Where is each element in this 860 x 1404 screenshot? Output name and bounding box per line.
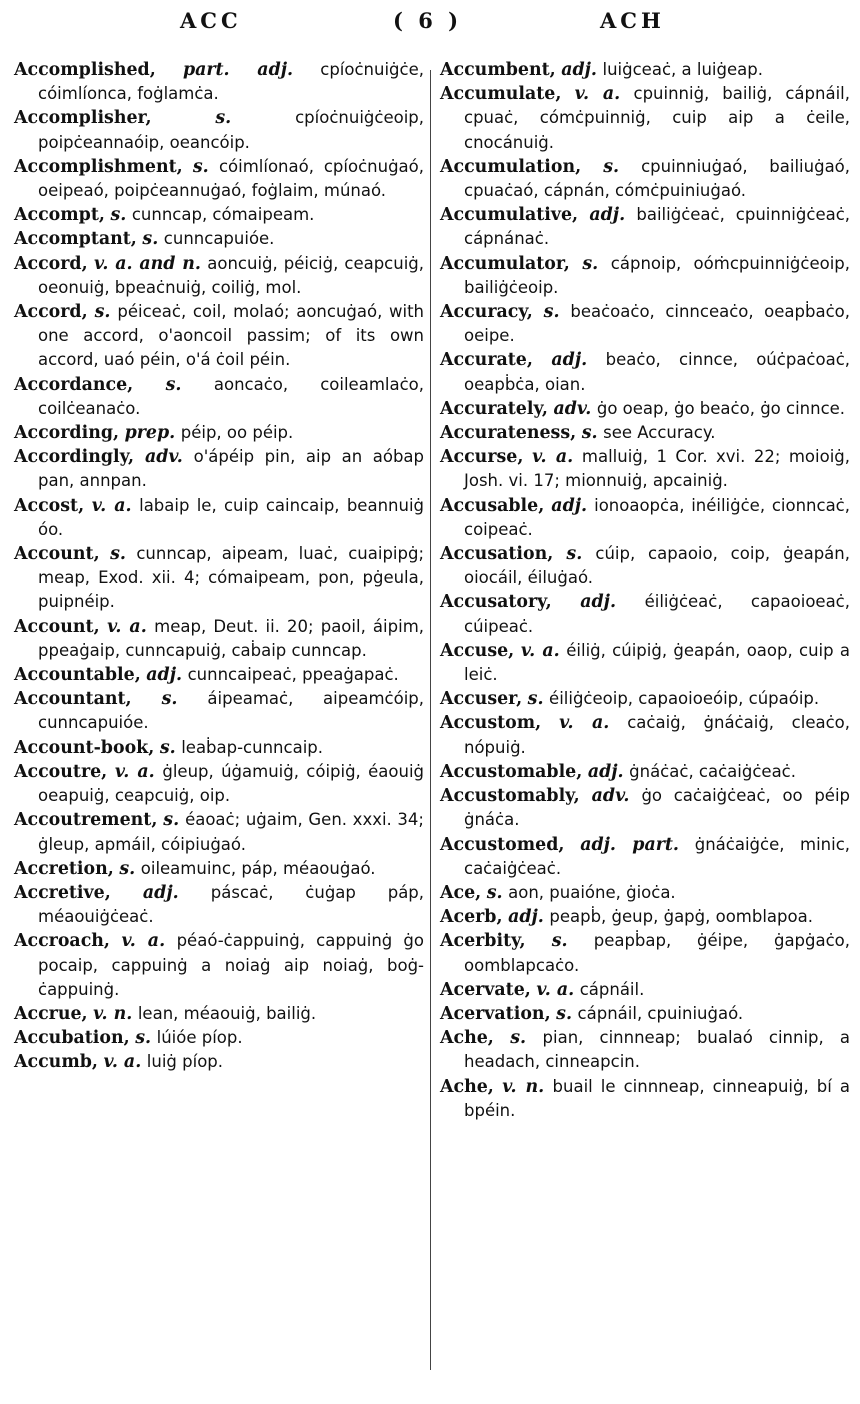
dictionary-entry <box>14 421 424 445</box>
entry-definition: éiliġċeaċ, capaoioeaċ, cúipeaċ. <box>464 592 850 636</box>
entry-part-of-speech: v. a. <box>520 640 560 661</box>
dictionary-entry <box>440 252 850 300</box>
entry-part-of-speech: s. <box>94 302 111 323</box>
entry-definition: éaoaċ; uġaim, Gen. xxxi. 34; ġleup, apmáil, cóipiuġaó. <box>38 810 424 854</box>
entry-definition: lúióe píop. <box>156 1028 243 1048</box>
dictionary-entry <box>440 1075 850 1123</box>
entry-part-of-speech: s. <box>110 205 127 226</box>
dictionary-entry <box>440 82 850 155</box>
entry-part-of-speech: v. a. <box>103 1052 142 1073</box>
entry-definition: ionoaopċa, inéiliġċe, cionncaċ, coipeaċ. <box>464 495 850 539</box>
entry-headword: Accordance, <box>14 374 134 395</box>
entry-headword: Accomplisher, <box>14 108 152 129</box>
dictionary-entry <box>440 348 850 396</box>
entry-definition: cunncaipeaċ, ppeaġapaċ. <box>187 665 399 685</box>
entry-definition: cunncap, cómaipeam. <box>131 205 315 225</box>
entry-headword: Ace, <box>440 882 482 903</box>
entry-part-of-speech: v. n. <box>93 1003 133 1024</box>
entry-definition: ġo caċaiġċeaċ, oo péip ġnáċa. <box>464 786 850 830</box>
entry-headword: Accretion, <box>14 858 114 879</box>
left-column <box>14 58 424 1075</box>
entry-headword: Accord, <box>14 302 88 323</box>
entry-part-of-speech: s. <box>510 1028 527 1049</box>
dictionary-entry <box>14 203 424 227</box>
dictionary-entry <box>440 58 850 82</box>
entry-part-of-speech: s. <box>556 1003 573 1024</box>
dictionary-entry <box>14 736 424 760</box>
dictionary-entry <box>440 711 850 759</box>
entry-part-of-speech: adv. <box>591 786 630 807</box>
dictionary-entry <box>14 252 424 300</box>
entry-definition: cápnoip, oóṁcpuinniġċeoip, bailiġċeoip. <box>464 253 850 297</box>
dictionary-entry <box>14 1050 424 1074</box>
entry-definition: bailiġċeaċ, cpuinniġċeaċ, cápnánaċ. <box>464 205 851 249</box>
dictionary-entry <box>14 615 424 663</box>
dictionary-entry <box>440 881 850 905</box>
dictionary-entry <box>440 445 850 493</box>
entry-headword: Accomplishment, <box>14 156 183 177</box>
dictionary-entry <box>440 590 850 638</box>
entry-part-of-speech: s. <box>215 108 232 129</box>
dictionary-entry <box>440 300 850 348</box>
entry-part-of-speech: adj. <box>146 665 183 686</box>
entry-definition: see Accuracy. <box>603 423 716 443</box>
entry-definition: ġleup, úġamuiġ, cóipiġ, éaouiġ oeapuiġ, ceapcuiġ, oip. <box>38 761 425 806</box>
entry-part-of-speech: part. adj. <box>182 60 294 80</box>
entry-headword: Account-book, <box>14 737 155 758</box>
entry-headword: Accusation, <box>440 544 554 565</box>
entry-part-of-speech: v. a. <box>91 495 132 516</box>
dictionary-entry <box>440 639 850 687</box>
entry-definition: caċaiġ, ġnáċaiġ, cleaċo, nópuiġ. <box>464 713 850 757</box>
entry-headword: Accomptant, <box>14 229 137 250</box>
entry-part-of-speech: prep. <box>124 423 176 444</box>
entry-part-of-speech: s. <box>142 229 159 250</box>
entry-headword: Accomplished, <box>14 60 156 80</box>
entry-definition: cpuinniuġaó, bailiuġaó, cpuaċaó, cápnán, cómċpuiniuġaó. <box>464 156 851 201</box>
entry-headword: Accustom, <box>440 713 542 734</box>
dictionary-entry <box>14 687 424 735</box>
dictionary-entry <box>14 155 424 203</box>
entry-definition: aoncaċo, coileamlaċo, coilċeanaċo. <box>38 374 424 418</box>
entry-part-of-speech: s. <box>163 810 180 831</box>
entry-headword: Accoutre, <box>14 761 108 782</box>
entry-definition: beaċo, cinnce, oúċpaċoaċ, oeapḃċa, oian. <box>464 350 851 394</box>
entry-headword: Accountant, <box>14 689 132 710</box>
entry-part-of-speech: v. a. <box>536 979 575 1000</box>
entry-headword: Acervate, <box>440 979 531 1000</box>
entry-headword: Accuse, <box>440 640 515 661</box>
entry-definition: cpíoċnuiġċeoip, poipċeannaóip, oeancóip. <box>38 108 424 152</box>
entry-part-of-speech: v. a. <box>559 713 610 734</box>
entry-headword: Acerb, <box>440 907 503 928</box>
entry-definition: aoncuiġ, péiciġ, ceapcuiġ, oeonuiġ, bpeaċnuiġ, coiliġ, mol. <box>38 253 425 297</box>
entry-definition: péiceaċ, coil, molaó; aoncuġaó, with one accord, o'aoncoil passim; of its own accord, uaó péin, o'á ċoil péin. <box>38 302 424 370</box>
entry-headword: Ache, <box>440 1028 494 1049</box>
entry-part-of-speech: v. a. <box>574 84 621 105</box>
entry-headword: Accustomed, <box>440 834 565 855</box>
dictionary-entry <box>440 929 850 977</box>
entry-headword: Account, <box>14 544 100 565</box>
entry-definition: meap, Deut. ii. 20; paoil, áipim, ppeaġaip, cunncapuiġ, caḃaip cunncap. <box>38 616 425 660</box>
entry-definition: buail le cinnneap, cinneapuiġ, bí a bpéin. <box>464 1076 851 1120</box>
page-number: ( 6 ) <box>393 8 463 33</box>
entry-part-of-speech: v. a. <box>532 447 574 468</box>
entry-headword: Accurateness, <box>440 423 577 444</box>
entry-part-of-speech: s. <box>581 423 598 444</box>
entry-definition: cápnáil, cpuiniuġaó. <box>577 1003 744 1023</box>
entry-part-of-speech: adj. <box>580 592 617 613</box>
entry-part-of-speech: v. a. <box>107 616 147 637</box>
entry-headword: Accord, <box>14 253 88 274</box>
entry-definition: ġnáċaiġċe, minic, caċaiġċeaċ. <box>464 834 851 878</box>
entry-part-of-speech: adv. <box>553 398 592 419</box>
dictionary-entry <box>14 106 424 154</box>
entry-part-of-speech: v. a. <box>121 931 166 952</box>
entry-headword: Accoutrement, <box>14 810 158 831</box>
entry-part-of-speech: s. <box>603 156 620 177</box>
dictionary-entry <box>14 857 424 881</box>
entry-part-of-speech: s. <box>527 689 544 710</box>
entry-part-of-speech: s. <box>192 156 209 177</box>
entry-headword: Accumulative, <box>440 205 579 226</box>
dictionary-entry <box>14 760 424 808</box>
entry-headword: Account, <box>14 616 100 637</box>
entry-headword: Accustomable, <box>440 761 583 782</box>
entry-definition: peapḃap, ġéipe, ġapġaċo, oomblapcaċo. <box>464 931 851 975</box>
entry-headword: Accretive, <box>14 882 111 903</box>
right-column <box>440 58 850 1123</box>
header-right-guide-word: ACH <box>600 8 665 33</box>
entry-definition: aon, puaióne, ġioċa. <box>508 882 676 902</box>
entry-headword: Accompt, <box>14 205 105 226</box>
dictionary-entry <box>14 445 424 493</box>
dictionary-entry <box>14 808 424 856</box>
dictionary-entry <box>440 421 850 445</box>
dictionary-entry <box>14 663 424 687</box>
dictionary-entry <box>14 542 424 615</box>
entry-definition: ġnáċaċ, caċaiġċeaċ. <box>629 761 797 781</box>
entry-definition: oileamuinc, páp, méaouġaó. <box>140 858 376 878</box>
dictionary-entry <box>440 1026 850 1074</box>
entry-part-of-speech: s. <box>486 882 503 903</box>
entry-part-of-speech: adj. <box>551 350 588 371</box>
entry-headword: Accroach, <box>14 931 110 952</box>
dictionary-entry <box>440 687 850 711</box>
dictionary-entry <box>440 978 850 1002</box>
entry-definition: péip, oo péip. <box>180 423 294 443</box>
entry-headword: Accumulate, <box>440 84 562 105</box>
entry-part-of-speech: s. <box>161 689 178 710</box>
entry-definition: cóimlíonaó, cpíoċnuġaó, oeipeaó, poipċeannuġaó, foġlaim, múnaó. <box>38 156 424 201</box>
dictionary-entry <box>440 760 850 784</box>
entry-headword: Accordingly, <box>14 447 135 468</box>
entry-part-of-speech: s. <box>165 374 182 395</box>
page-header <box>0 8 860 38</box>
dictionary-entry <box>440 203 850 251</box>
entry-headword: Accusable, <box>440 495 545 516</box>
entry-part-of-speech: s. <box>551 931 568 952</box>
entry-part-of-speech: s. <box>566 544 583 565</box>
entry-headword: Accumulation, <box>440 156 582 177</box>
entry-headword: Acerbity, <box>440 931 526 952</box>
entry-part-of-speech: v. a. and n. <box>93 253 201 274</box>
entry-part-of-speech: adj. <box>142 882 179 903</box>
entry-headword: Ache, <box>440 1076 494 1097</box>
entry-part-of-speech: adv. <box>144 447 183 468</box>
dictionary-entry <box>14 58 424 106</box>
entry-headword: Accusatory, <box>440 592 552 613</box>
entry-definition: páscaċ, ċuġap páp, méaouiġċeaċ. <box>38 882 425 927</box>
entry-definition: lean, méaouiġ, bailiġ. <box>137 1003 317 1023</box>
entry-definition: áipeamaċ, aipeamċóip, cunncapuióe. <box>38 689 425 733</box>
entry-definition: o'ápéip pin, aip an aóbap pan, annpan. <box>38 447 425 491</box>
dictionary-entry <box>14 1002 424 1026</box>
header-left-guide-word: ACC <box>180 8 242 33</box>
entry-definition: éiliġ, cúipiġ, ġeapán, oaop, cuip a leiċ. <box>464 640 851 685</box>
entry-definition: leaḃap-cunncaip. <box>181 737 323 757</box>
dictionary-entry <box>14 227 424 251</box>
entry-definition: labaip le, cuip caincaip, beannuiġ óo. <box>38 495 424 539</box>
entry-part-of-speech: s. <box>119 858 136 879</box>
entry-definition: luiġ píop. <box>146 1052 224 1072</box>
entry-headword: Accumulator, <box>440 253 570 274</box>
entry-part-of-speech: v. a. <box>114 761 155 782</box>
dictionary-entry <box>440 833 850 881</box>
dictionary-entry <box>14 300 424 373</box>
entry-part-of-speech: adj. <box>587 761 624 782</box>
entry-headword: Accubation, <box>14 1028 130 1049</box>
entry-headword: Accurate, <box>440 350 533 371</box>
dictionary-entry <box>14 373 424 421</box>
entry-definition: péaó-ċappuinġ, cappuinġ ġo pocaip, cappuinġ a noiaġ aip noiaġ, boġ-ċappuinġ. <box>38 931 424 999</box>
entry-headword: Accumb, <box>14 1052 98 1073</box>
entry-headword: Accrue, <box>14 1003 88 1024</box>
dictionary-entry <box>14 494 424 542</box>
entry-part-of-speech: s. <box>159 737 176 758</box>
entry-definition: luiġceaċ, a luiġeap. <box>602 60 763 79</box>
dictionary-entry <box>14 929 424 1002</box>
entry-headword: Accustomably, <box>440 786 580 807</box>
entry-definition: malluiġ, 1 Cor. xvi. 22; moioiġ, Josh. vi. 17; mionnuiġ, apcainiġ. <box>464 447 851 491</box>
entry-headword: According, <box>14 423 120 444</box>
dictionary-entry <box>440 155 850 203</box>
entry-part-of-speech: s. <box>582 253 599 274</box>
entry-definition: cpíoċnuiġċe, cóimlíonca, foġlamċa. <box>38 60 425 104</box>
entry-part-of-speech: s. <box>543 302 560 323</box>
dictionary-entry <box>440 397 850 421</box>
entry-definition: ġo oeap, ġo beaċo, ġo cinnce. <box>596 398 846 418</box>
entry-headword: Accurse, <box>440 447 524 468</box>
entry-headword: Accountable, <box>14 665 141 686</box>
entry-part-of-speech: adj. <box>508 907 544 928</box>
dictionary-entry <box>14 1026 424 1050</box>
entry-definition: peapḃ, ġeup, ġapġ, oomblapoa. <box>549 907 813 927</box>
entry-headword: Accurately, <box>440 398 548 419</box>
entry-definition: cunncapuióe. <box>163 229 275 249</box>
dictionary-entry <box>440 784 850 832</box>
dictionary-entry <box>440 542 850 590</box>
dictionary-entry <box>14 881 424 929</box>
entry-definition: éiliġċeoip, capaoioeóip, cúpaóip. <box>549 689 820 709</box>
entry-part-of-speech: s. <box>135 1028 152 1049</box>
entry-part-of-speech: adj. <box>589 205 626 226</box>
dictionary-entry <box>440 1002 850 1026</box>
entry-headword: Accuser, <box>440 689 523 710</box>
entry-part-of-speech: v. n. <box>502 1076 545 1097</box>
entry-definition: cunncap, aipeam, luaċ, cuaipipġ; meap, Exod. xii. 4; cómaipeam, pon, pġeula, puipnéip. <box>38 544 425 612</box>
entry-definition: cápnáil. <box>579 979 645 999</box>
entry-definition: pian, cinnneap; bualaó cinnip, a headach, cinneapcin. <box>464 1028 851 1072</box>
entry-definition: beaċoaċo, cinnceaċo, oeapḃaċo, oeipe. <box>464 302 851 346</box>
entry-definition: cpuinniġ, bailiġ, cápnáil, cpuaċ, cómċpuinniġ, cuip aip a ċeile, cnocánuiġ. <box>464 84 850 152</box>
entry-headword: Acervation, <box>440 1003 551 1024</box>
entry-part-of-speech: s. <box>110 544 126 565</box>
column-divider <box>430 70 431 1370</box>
entry-headword: Accumbent, <box>440 60 556 80</box>
entry-part-of-speech: adj. part. <box>580 834 679 855</box>
entry-part-of-speech: adj. <box>561 60 597 80</box>
entry-part-of-speech: adj. <box>551 495 588 516</box>
dictionary-entry <box>440 905 850 929</box>
entry-definition: cúip, capaoio, coip, ġeapán, oiocáil, éiluġaó. <box>464 544 850 588</box>
entry-headword: Accost, <box>14 495 85 516</box>
entry-headword: Accuracy, <box>440 302 533 323</box>
dictionary-entry <box>440 494 850 542</box>
